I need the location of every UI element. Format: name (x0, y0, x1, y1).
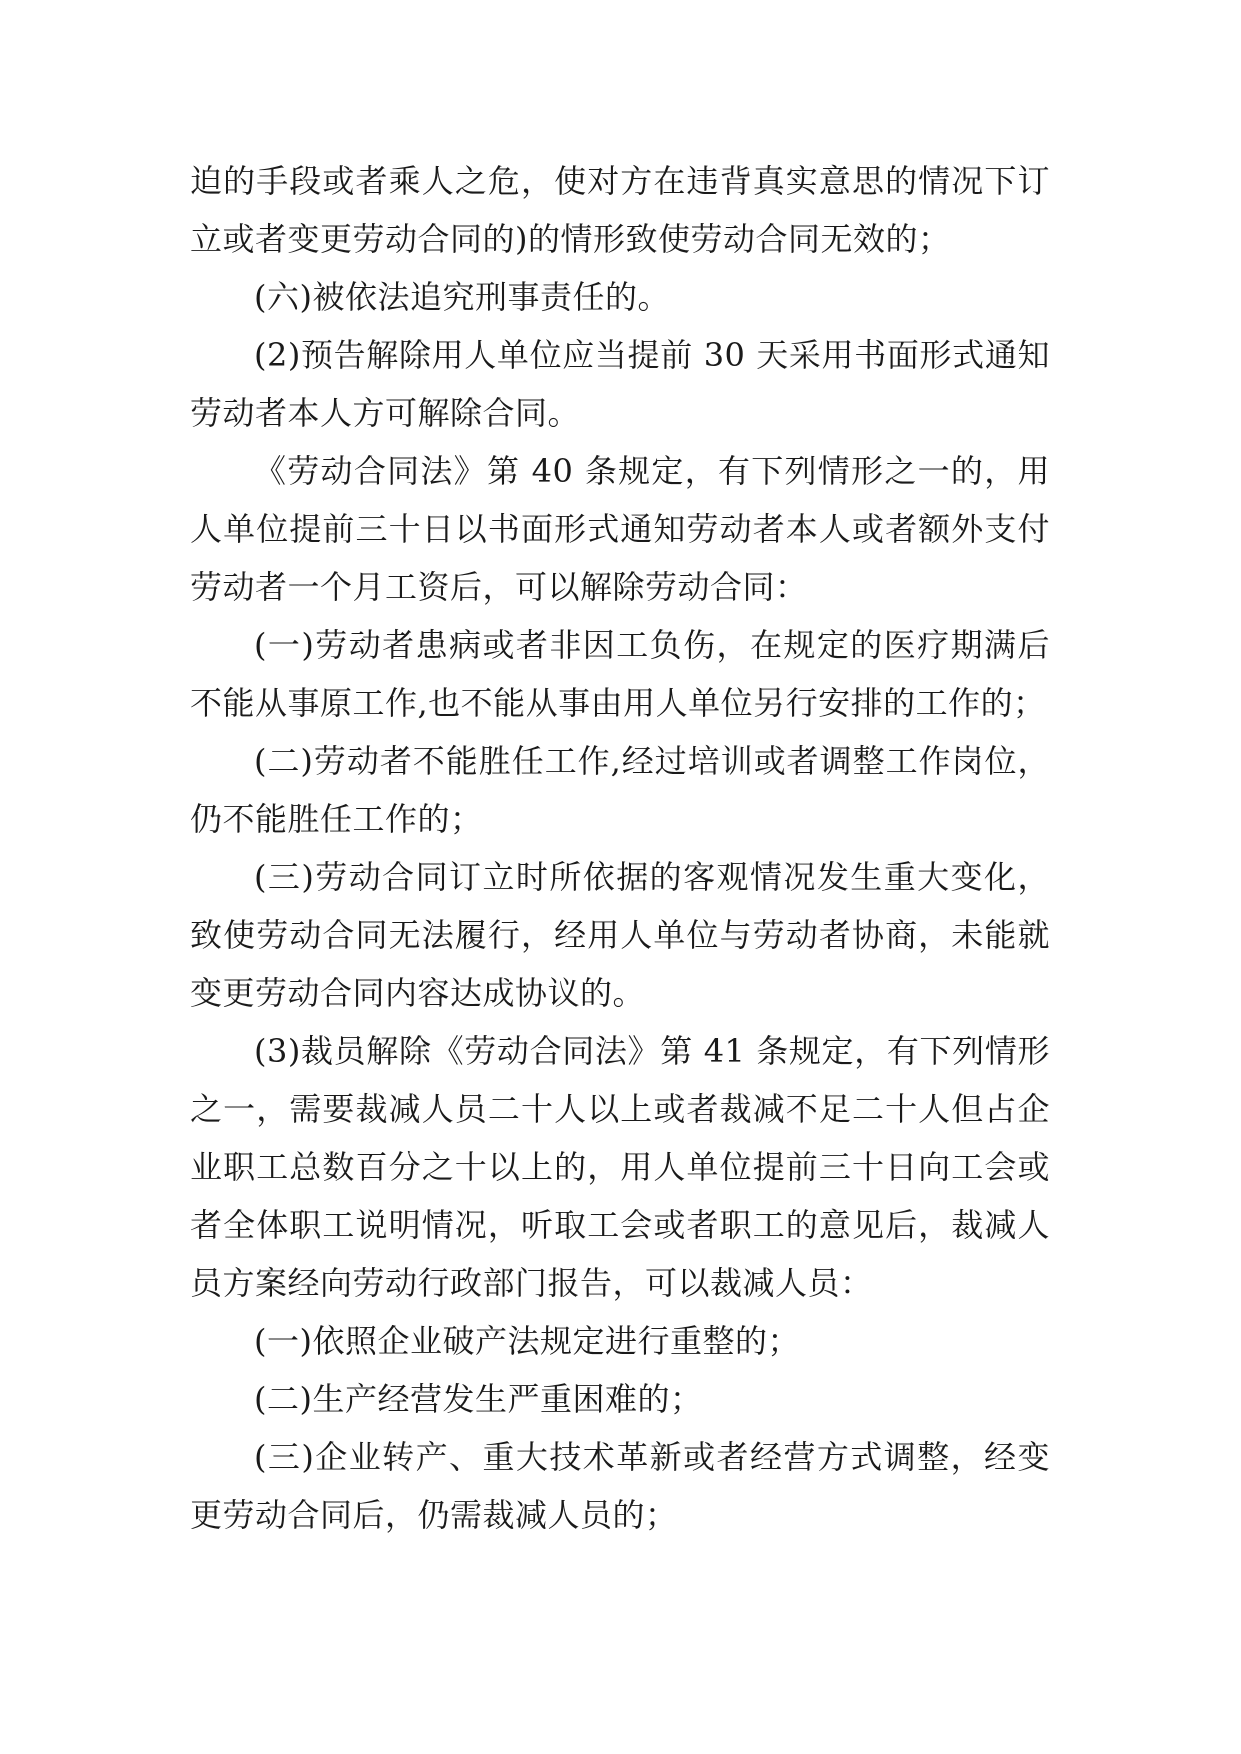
paragraph: (三)劳动合同订立时所依据的客观情况发生重大变化，致使劳动合同无法履行，经用人单位与劳动者协商，未能就变更劳动合同内容达成协议的。 (190, 858, 1050, 1012)
paragraph: 《劳动合同法》第 40 条规定，有下列情形之一的，用人单位提前三十日以书面形式通知劳动者本人或者额外支付劳动者一个月工资后，可以解除劳动合同： (190, 452, 1050, 606)
paragraph: (2)预告解除用人单位应当提前 30 天采用书面形式通知劳动者本人方可解除合同。 (190, 336, 1050, 432)
paragraph: (六)被依法追究刑事责任的。 (254, 278, 670, 316)
paragraph: (3)裁员解除《劳动合同法》第 41 条规定，有下列情形之一，需要裁减人员二十人以上或者裁减不足二十人但占企业职工总数百分之十以上的，用人单位提前三十日向工会或者全体职工说明情况，听取工会或者职工的意见后，裁减人员方案经向劳动行政部门报告，可以裁减人员： (190, 1032, 1050, 1302)
paragraph: (二)劳动者不能胜任工作,经过培训或者调整工作岗位，仍不能胜任工作的； (190, 742, 1050, 838)
paragraph: (三)企业转产、重大技术革新或者经营方式调整，经变更劳动合同后，仍需裁减人员的； (190, 1438, 1050, 1534)
paragraph: (二)生产经营发生严重困难的； (254, 1380, 703, 1418)
paragraph: (一)依照企业破产法规定进行重整的； (254, 1322, 800, 1360)
paragraph: 迫的手段或者乘人之危，使对方在违背真实意思的情况下订立或者变更劳动合同的)的情形致使劳动合同无效的； (190, 162, 1050, 258)
document-body (190, 152, 1050, 1544)
paragraph: (一)劳动者患病或者非因工负伤，在规定的医疗期满后不能从事原工作,也不能从事由用人单位另行安排的工作的； (190, 626, 1050, 722)
